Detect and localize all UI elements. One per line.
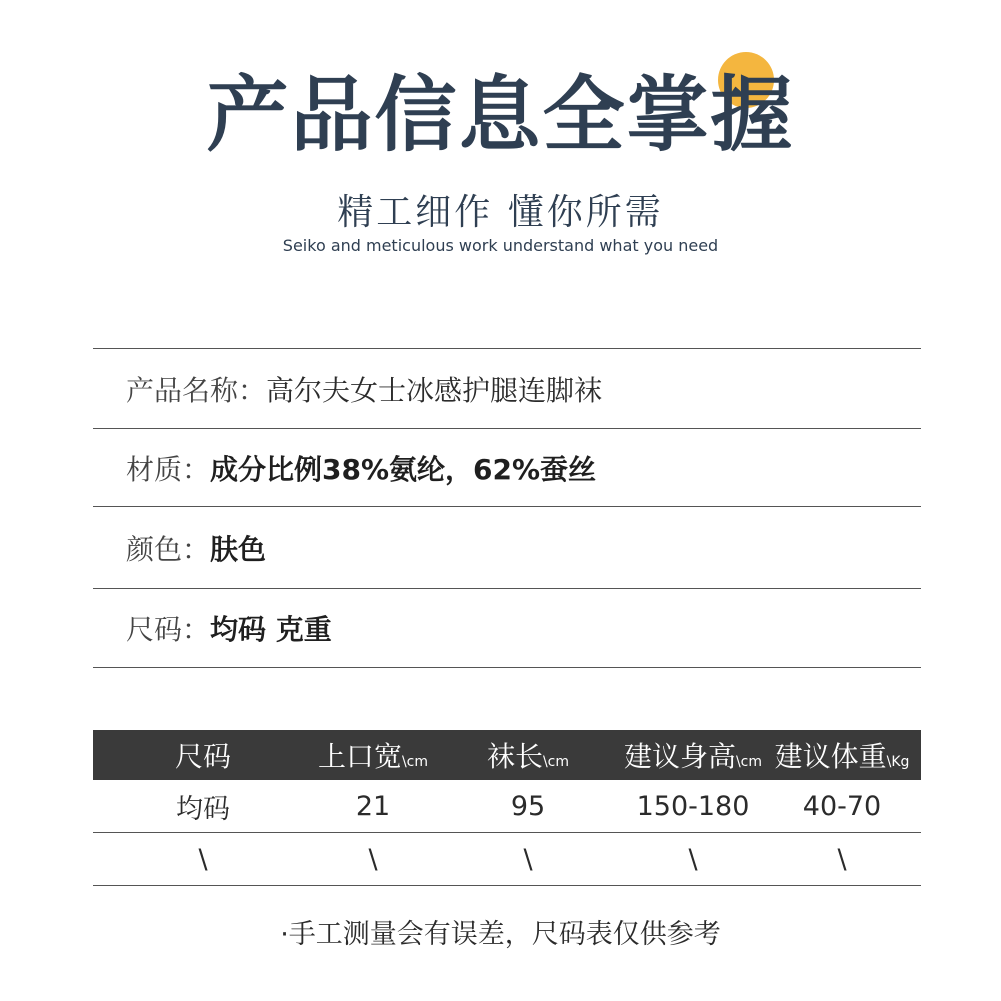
header-label: 上口宽: [317, 740, 402, 773]
page-subtitle-en: Seiko and meticulous work understand what you need: [282, 236, 719, 255]
table-cell: \: [523, 843, 533, 875]
info-row-color: [93, 506, 921, 588]
header-cell-width: [313, 735, 433, 775]
header-label: 尺码: [174, 740, 231, 773]
info-label: 材质：: [126, 452, 211, 486]
table-cell: 95: [510, 790, 546, 822]
table-cell: 40-70: [802, 790, 882, 822]
size-table: [93, 730, 921, 886]
table-cell: \: [837, 843, 847, 875]
info-value: 高尔夫女士冰感护腿连脚袜: [266, 373, 603, 407]
table-cell: \: [198, 843, 208, 875]
header-cell-size: [93, 735, 313, 775]
page-subtitle: 精工细作 懂你所需: [337, 192, 664, 233]
header-cell-height: [623, 735, 763, 775]
header-label: 建议体重: [774, 740, 887, 773]
info-value: 均码 克重: [210, 613, 332, 646]
info-value: 成分比例38%氨纶，62%蚕丝: [210, 452, 597, 486]
table-row: [93, 833, 921, 886]
table-cell: \: [688, 843, 698, 875]
info-row-size: [93, 588, 921, 668]
table-header: [93, 730, 921, 780]
header-cell-weight: [763, 735, 921, 775]
header-cell-length: [433, 735, 623, 775]
header-unit: \Kg: [886, 754, 910, 770]
header-unit: \cm: [735, 754, 763, 770]
info-row-name: [93, 348, 921, 428]
header-unit: \cm: [401, 754, 429, 770]
product-info-list: [93, 348, 921, 668]
info-label: 颜色：: [126, 532, 211, 566]
table-cell: 均码: [176, 793, 230, 825]
header-label: 建议身高: [623, 740, 736, 773]
info-label: 尺码：: [126, 613, 211, 646]
footnote: ·手工测量会有误差，尺码表仅供参考: [280, 919, 721, 950]
table-cell: 150-180: [636, 790, 750, 822]
header-unit: \cm: [542, 754, 570, 770]
table-cell: \: [368, 843, 378, 875]
table-cell: 21: [355, 790, 391, 822]
table-row: [93, 780, 921, 833]
page-title: 产品信息全掌握: [206, 68, 795, 163]
info-label: 产品名称：: [126, 373, 267, 407]
info-row-material: [93, 428, 921, 506]
info-value: 肤色: [210, 532, 267, 566]
header-label: 袜长: [486, 740, 543, 773]
